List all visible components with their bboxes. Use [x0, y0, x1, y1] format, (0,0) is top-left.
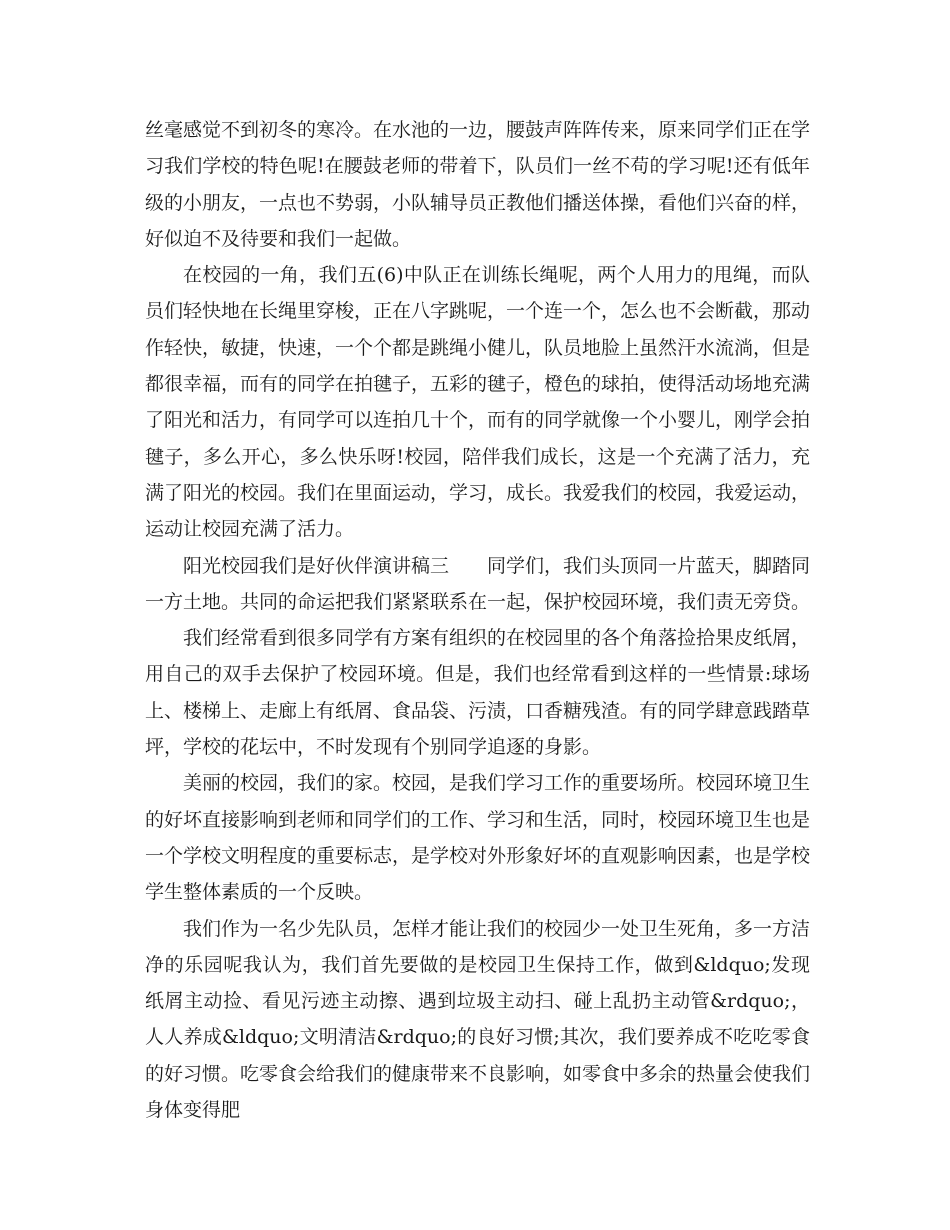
paragraph-continuation: 丝毫感觉不到初冬的寒冷。在水池的一边，腰鼓声阵阵传来，原来同学们正在学习我们学校的特色呢!在腰鼓老师的带着下，队员们一丝不苟的学习呢!还有低年级的小朋友，一点也不势弱，小队辅导员正教他们播送体操，看他们兴奋的样，好似迫不及待要和我们一起做。 [145, 119, 811, 250]
paragraph-rope-skipping: 在校园的一角，我们五(6)中队正在训练长绳呢，两个人用力的甩绳，而队员们轻快地在长绳里穿梭，正在八字跳呢，一个连一个，怎么也不会断截，那动作轻快，敏捷，快速，一个个都是跳绳小健儿，队员地脸上虽然汗水流淌，但是都很幸福，而有的同学在拍毽子，五彩的毽子，橙色的球拍，使得活动场地充满了阳光和活力，有同学可以连拍几十个，而有的同学就像一个小婴儿，刚学会拍毽子，多么开心，多么快乐呀!校园，陪伴我们成长，这是一个充满了活力，充满了阳光的校园。我们在里面运动，学习，成长。我爱我们的校园，我爱运动，运动让校园充满了活力。 [145, 264, 811, 541]
document-body [145, 112, 810, 1128]
paragraph-speech-three-intro: 阳光校园我们是好伙伴演讲稿三 同学们，我们头顶同一片蓝天，脚踏同一方土地。共同的命运把我们紧紧联系在一起，保护校园环境，我们责无旁贷。 [145, 554, 811, 613]
paragraph-litter-observations: 我们经常看到很多同学有方案有组织的在校园里的各个角落捡拾果皮纸屑，用自己的双手去保护了校园环境。但是，我们也经常看到这样的一些情景:球场上、楼梯上、走廊上有纸屑、食品袋、污渍，口香糖残渣。有的同学肆意践踏草坪，学校的花坛中，不时发现有个别同学追逐的身影。 [145, 627, 811, 759]
paragraph-young-pioneer: 我们作为一名少先队员，怎样才能让我们的校园少一处卫生死角，多一方洁净的乐园呢我认为，我们首先要做的是校园卫生保持工作，做到&ldquo;发现纸屑主动捡、看见污迹主动擦、遇到垃圾主动扫、碰上乱扔主动管&rdquo;，人人养成&ldquo;文明清洁&rdquo;的良好习惯;其次，我们要养成不吃吃零食的好习惯。吃零食会给我们的健康带来不良影响，如零食中多余的热量会使我们身体变得肥 [145, 917, 811, 1122]
paragraph-campus-home: 美丽的校园，我们的家。校园，是我们学习工作的重要场所。校园环境卫生的好坏直接影响到老师和同学们的工作、学习和生活，同时，校园环境卫生也是一个学校文明程度的重要标志，是学校对外形象好坏的直观影响因素，也是学校学生整体素质的一个反映。 [145, 772, 811, 904]
